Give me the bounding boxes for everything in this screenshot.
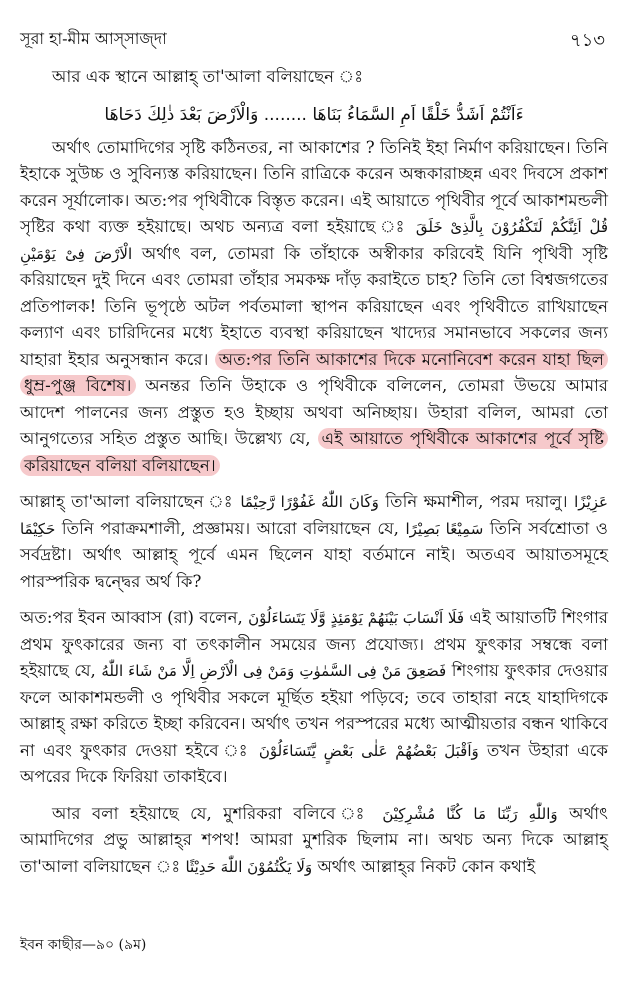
paragraph-4 [20,801,608,881]
arabic-quote: وَاللّٰهِ رَبِّنَا مَا كُنَّا مُشْرِكِيْنَ [382,804,558,823]
paragraph-text: এই আয়াতটি শিংগার প্রথম ফুৎকারের জন্য বা তৎকালীন সময়ের জন্য প্রযোজ্য। প্রথম ফুৎকার সম্বন্ধে বলা হইয়াছে যে, [20,608,608,680]
paragraph-1 [20,135,608,480]
paragraph-text: অর্থাৎ আমাদিগের প্রভু আল্লাহ্‌র শপথ! আমরা মুশরিক ছিলাম না। অথচ অন্য দিকে আল্লাহ্ তা'আলা বলিয়াছেন ঃ [20,803,608,876]
intro-line: আর এক স্থানে আল্লাহ্ তা'আলা বলিয়াছেন ঃ [52,67,364,86]
arabic-quote: سَمِيْعًا بَصِيْرًا [405,519,484,538]
arabic-quote: فَصَعِقَ مَنْ فِى السَّمٰوٰتِ وَمَنْ فِى الْاَرْضِ اِلَّا مَنْ شَاءَ اللّٰهُ [101,662,447,680]
arabic-quote: عَزِيْزًا حَكِيْمًا [20,493,608,538]
paragraph-text: তিনি পরাক্রমশালী, প্রজ্ঞাময়। আরো বলিয়াছেন যে, [61,518,399,538]
page-body [20,64,608,890]
paragraph-text: অর্থাৎ আল্লাহ্‌র নিকট কোন কথাই [317,856,536,876]
running-header-title: সূরা হা-মীম আস্‌সাজ্‌দা [20,29,167,48]
paragraph-text: শিংগায় ফুৎকার দেওয়ার ফলে আকাশমন্ডলী ও পৃথিবীর সকলে মূর্ছিত হইয়া পড়িবে; তবে তাহারা নহে যাহাদিগকে আল্লাহ্ রক্ষা করিতে ইচ্ছা করিবেন। অর্থাৎ তখন পরস্পরের মধ্যে আত্মীয়তার বন্ধন থাকিবে না এবং ফুৎকার দেওয়া হইবে ঃ [20,661,608,760]
arabic-quote: وَاَقْبَلَ بَعْضُهُمْ عَلٰى بَعْضٍ يَّتَسَاءَلُوْنَ [258,741,479,760]
paragraph-text: তখন উহারা একে অপরের দিকে ফিরিয়া তাকাইবে। [20,740,609,786]
highlighted-text: অত:পর তিনি আকাশের দিকে মনোনিবেশ করেন যাহা ছিল ধুম্র-পুঞ্জ বিশেষ। [20,349,608,397]
highlighted-text: এই আয়াতে পৃথিবীকে আকাশের পূর্বে সৃষ্টি করিয়াছেন বলিয়া বলিয়াছেন। [20,428,608,476]
page-footer: ইবন কাছীর—৯০ (৯ম) [20,937,147,953]
arabic-verse: ءَاَنْتُمْ اَشَدُّ خَلْقًا اَمِ السَّمَاءُ بَنَاهَا ........ وَالْاَرْضَ بَعْدَ ذٰلِكَ دَحَاهَا [104,104,524,125]
paragraph-text: আর বলা হইয়াছে যে, মুশরিকরা বলিবে ঃ [52,803,371,823]
arabic-quote: قُلْ اَئِنَّكُمْ لَتَكْفُرُوْنَ بِالَّذِىْ خَلَقَ الْاَرْضَ فِىْ يَوْمَيْنِ [20,218,608,263]
paragraph-text: অর্থাৎ বল, তোমরা কি তাঁহাকে অস্বীকার করিবেই যিনি পৃথিবী সৃষ্টি করিয়াছেন দুই দিনে এবং তোমরা তাঁহার সমকক্ষ দাঁড় করাইতে চাহ? তিনি তো বিশ্বজগতের প্রতিপালক! তিনি ভূপৃষ্ঠে অটল পর্বতমালা স্থাপন করিয়াছেন এবং পৃথিবীতে রাখিয়াছেন কল্যাণ এবং চারি‌দিনের মধ্যে ইহাতে ব্যবস্থা করিয়াছেন খাদ্যের সমানভাবে সকলের জন্য যাহারা ইহার অনুসন্ধান করে। [20,243,608,369]
arabic-quote: فَلَا اَنْسَابَ بَيْنَهُمْ يَوْمَئِذٍ وَّلَا يَتَسَاءَلُوْنَ [248,609,465,627]
paragraph-text: তিনি ক্ষমাশীল, পরম দয়ালু। [385,492,568,511]
paragraph-text: অর্থাৎ তোমাদিগের সৃষ্টি কঠিনতর, না আকাশের ? তিনিই ইহা নির্মাণ করিয়াছেন। তিনি ইহাকে সুউচ্চ ও সুবিন্যস্ত করিয়াছেন। তিনি রাত্রিকে করেন অন্ধকারাচ্ছন্ন এবং দিবসে প্রকাশ করেন সূর্যালোক। অত:পর পৃথিবীকে বিস্তৃত করেন। এই আয়াতে পৃথিবীর পূর্বে আকাশমন্ডলী সৃষ্টির কথা ব্যক্ত হইয়াছে। অথচ অন্যত্র বলা হইয়াছে ঃ [20,137,608,236]
paragraph-2 [20,489,608,595]
page-number: ৭১৩ [569,30,605,51]
paragraph-text: অনন্তর তিনি উহাকে ও পৃথিবীকে বলিলেন, তোমরা উভয়ে আমার আদেশ পালনের জন্য প্রস্তুত হও ইচ্ছায় অথবা অনিচ্ছায়। উহারা বলিল, আমরা তো আনুগত্যের সহিত প্রস্তুত আছি। উল্লেখ্য যে, [20,376,608,448]
paragraph-3 [20,605,608,791]
paragraph-text: তিনি সর্বশ্রোতা ও সর্বদ্রষ্টা। অর্থাৎ আল্লাহ্ পূর্বে এমন ছিলেন যাহা বর্তমানে নাই। অতএব আয়াতসমূহে পারস্পরিক দ্বন্দ্বের অর্থ কি? [20,518,608,591]
arabic-quote: وَكَانَ اللّٰهُ غَفُوْرًا رَّحِيْمًا [240,493,379,511]
paragraph-text: আল্লাহ্ তা'আলা বলিয়াছেন ঃ [20,492,234,511]
paragraph-text: অত:পর ইবন আব্বাস (রা) বলেন, [20,608,243,627]
arabic-quote: وَلَا يَكْتُمُوْنَ اللّٰهَ حَدِيْثًا [185,857,313,876]
